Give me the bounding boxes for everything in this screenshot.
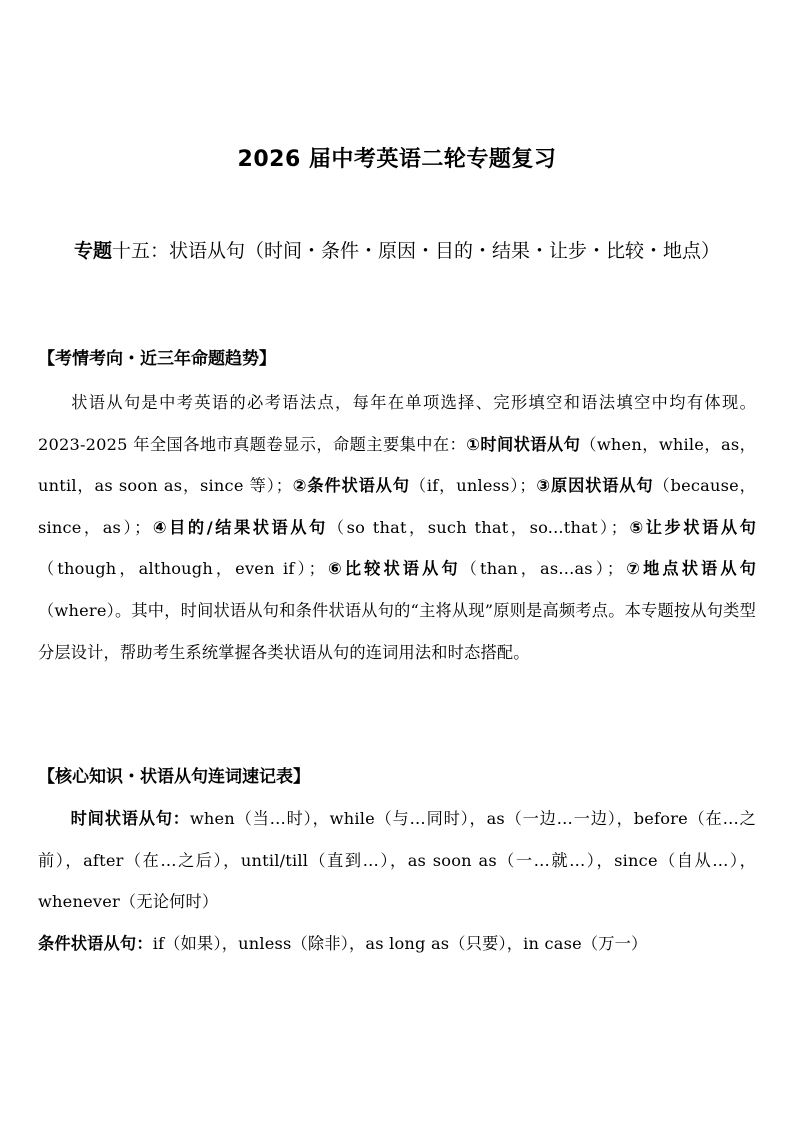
item-time-words: （when，while，as，until，as soon as，since 等）； [38,434,756,496]
section-heading-trends: 【考情考向・近三年命题趋势】 [38,349,276,369]
condition-clause-label: 条件状语从句： [38,934,153,953]
item-time-clause: ①时间状语从句 [466,434,581,454]
condition-clause-paragraph [38,923,756,965]
item-comparison-words: （than，as...as）； [460,559,624,579]
condition-clause-conjunctions: if（如果），unless（除非），as long as（只要），in case（万一） [152,934,648,953]
time-clause-paragraph [38,798,756,923]
item-concession-clause: ⑤让步状语从句 [627,517,756,537]
item-place-words: （where）。其中，时间状语从句和条件状语从句的“主将从现”原则是高频考点。本专题按从句类型分层设计，帮助考生系统掌握各类状语从句的连词用法和时态搭配。 [38,600,756,662]
time-clause-label: 时间状语从句： [70,809,190,828]
item-purpose-result-clause: ④目的/结果状语从句 [150,517,328,537]
item-concession-words: （though，although，even if）； [38,559,326,579]
topic-text: 十五：状语从句（时间・条件・原因・目的・结果・让步・比较・地点） [112,240,721,262]
item-comparison-clause: ⑥比较状语从句 [325,559,461,579]
item-place-clause: ⑦地点状语从句 [623,559,757,579]
section-heading-core-knowledge: 【核心知识・状语从句连词速记表】 [38,767,310,787]
item-purpose-result-words: （so that，such that，so...that）； [327,517,628,537]
item-reason-words: （because，since，as）； [38,476,756,537]
trends-paragraph [38,382,756,673]
item-condition-clause: ②条件状语从句 [292,476,410,496]
trends-intro: 状语从句是中考英语的必考语法点，每年在单项选择、完形填空和语法填空中均有体现。2023-2025 年全国各地市真题卷显示，命题主要集中在： [38,393,756,454]
time-clause-conjunctions: when（当…时），while（与…同时），as（一边…一边），before（在…之前），after（在…之后），until/till（直到…），as soon as（一…就…），since（自从…），whenever（无论何时） [38,809,756,912]
item-reason-clause: ③原因状语从句 [535,476,654,496]
document-title: 2026 届中考英语二轮专题复习 [237,147,557,172]
topic-heading [38,230,756,272]
item-condition-words: （if，unless）； [409,476,536,496]
topic-prefix: 专题 [73,240,112,262]
